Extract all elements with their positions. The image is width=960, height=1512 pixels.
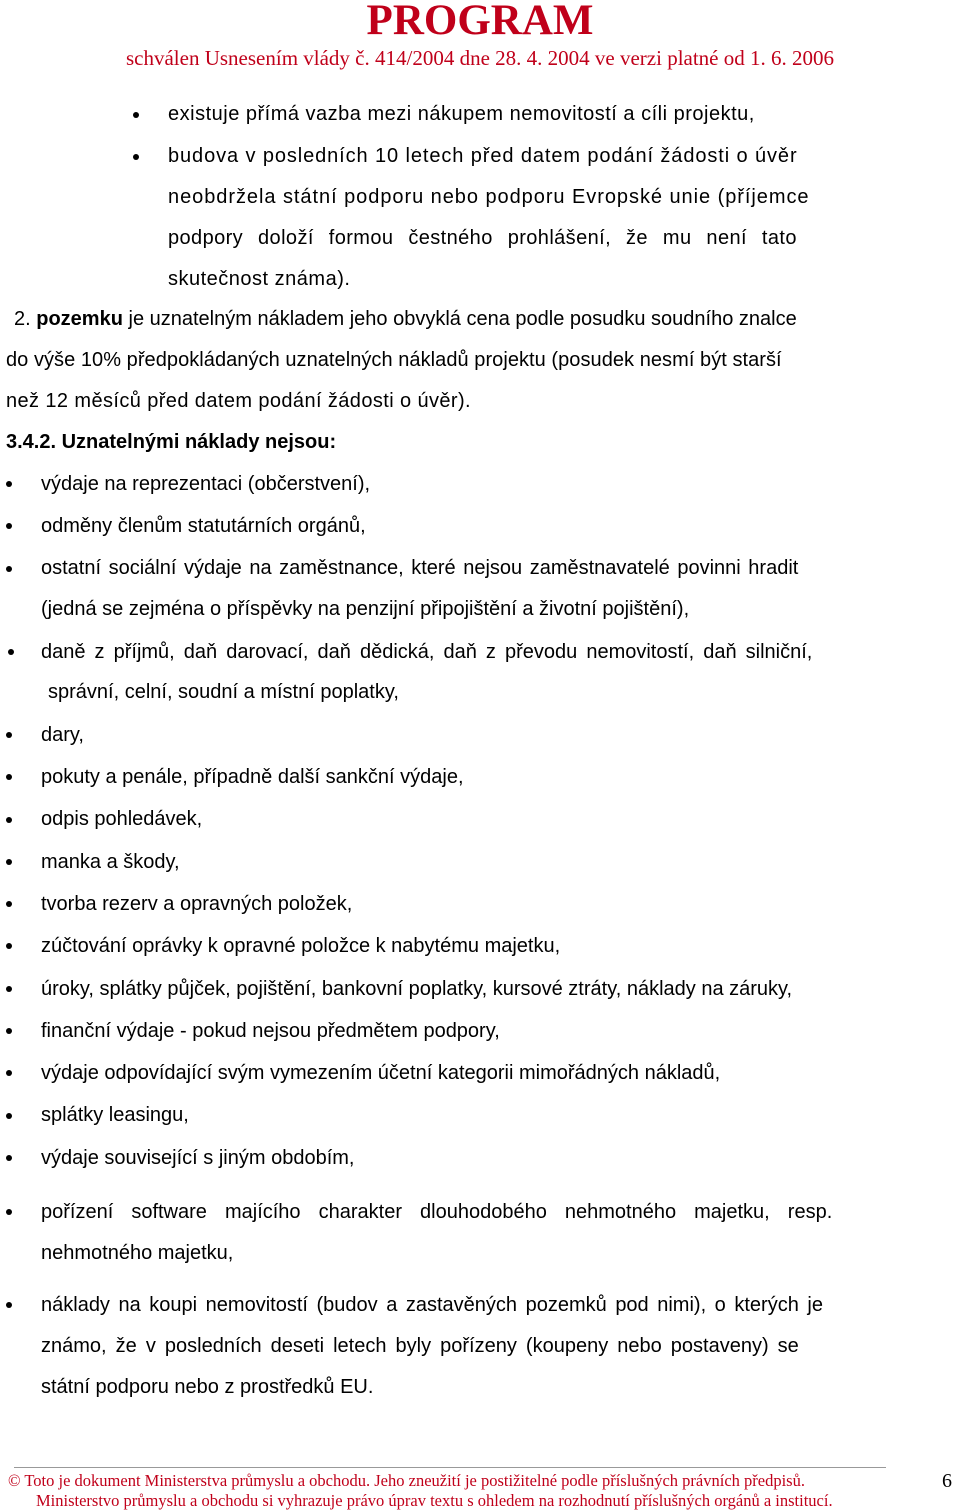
document-subtitle: schválen Usnesením vlády č. 414/2004 dne 28. 4. 2004 ve verzi platné od 1. 6. 2006 bbox=[125, 46, 835, 70]
paragraph-2-line-3: než 12 měsíců před datem podání žádosti o úvěr). bbox=[6, 390, 472, 412]
bullet-icon bbox=[6, 523, 12, 529]
list-item-continued: známo, že v posledních deseti letech byly pořízeny (koupeny nebo postaveny) se bbox=[41, 1335, 799, 1357]
list-item: ostatní sociální výdaje na zaměstnance, které nejsou zaměstnavatelé povinni hradit bbox=[41, 557, 799, 579]
list-item: výdaje odpovídající svým vymezením účetní kategorii mimořádných nákladů, bbox=[41, 1062, 721, 1084]
intro-bullet-1: existuje přímá vazba mezi nákupem nemovitostí a cíli projektu, bbox=[168, 103, 755, 125]
intro-bullet-2-line-1: budova v posledních 10 letech před datem podání žádosti o úvěr bbox=[168, 145, 798, 167]
section-heading: 3.4.2. Uznatelnými náklady nejsou: bbox=[6, 431, 337, 453]
paragraph-number: 2. bbox=[14, 308, 31, 330]
list-item: splátky leasingu, bbox=[41, 1104, 189, 1126]
bullet-icon bbox=[6, 1113, 12, 1119]
list-item-continued: nehmotného majetku, bbox=[41, 1242, 234, 1264]
intro-bullet-2-line-4: skutečnost známa). bbox=[168, 268, 351, 290]
paragraph-2-line-1 bbox=[14, 306, 797, 332]
paragraph-text: je uznatelným nákladem jeho obvyklá cena podle posudku soudního znalce bbox=[128, 308, 797, 330]
bullet-icon bbox=[6, 774, 12, 780]
bullet-icon bbox=[133, 154, 139, 160]
bullet-icon bbox=[6, 1302, 12, 1308]
list-item: zúčtování oprávky k opravné položce k nabytému majetku, bbox=[41, 935, 561, 957]
list-item-continued: správní, celní, soudní a místní poplatky, bbox=[48, 681, 399, 703]
bullet-icon bbox=[6, 1070, 12, 1076]
list-item-continued: státní podporu nebo z prostředků EU. bbox=[41, 1376, 374, 1398]
list-item: náklady na koupi nemovitostí (budov a zastavěných pozemků pod nimi), o kterých je bbox=[41, 1294, 823, 1316]
footer-copyright: © Toto je dokument Ministerstva průmyslu a obchodu. Jeho zneužití je postižitelné podle příslušných právních předpisů. bbox=[8, 1471, 805, 1490]
list-item: úroky, splátky půjček, pojištění, bankovní poplatky, kursové ztráty, náklady na záruky, bbox=[41, 978, 793, 1000]
list-item: finanční výdaje - pokud nejsou předmětem podpory, bbox=[41, 1020, 500, 1042]
bullet-icon bbox=[6, 1028, 12, 1034]
bullet-icon bbox=[6, 732, 12, 738]
intro-bullet-2-line-2: neobdržela státní podporu nebo podporu Evropské unie (příjemce bbox=[168, 186, 810, 208]
bullet-icon bbox=[6, 566, 12, 572]
list-item: dary, bbox=[41, 724, 84, 746]
document-title: PROGRAM bbox=[366, 0, 594, 44]
list-item: tvorba rezerv a opravných položek, bbox=[41, 893, 353, 915]
list-item-continued: (jedná se zejména o příspěvky na penzijní připojištění a životní pojištění), bbox=[41, 598, 690, 620]
footer-disclaimer: Ministerstvo průmyslu a obchodu si vyhrazuje právo úprav textu s ohledem na rozhodnutí příslušných orgánů a institucí. bbox=[36, 1491, 833, 1510]
list-item: daně z příjmů, daň darovací, daň dědická, daň z převodu nemovitostí, daň silniční, bbox=[41, 641, 813, 663]
intro-bullet-2-line-3: podpory doloží formou čestného prohlášení, že mu není tato bbox=[168, 227, 797, 249]
bullet-icon bbox=[133, 112, 139, 118]
bullet-icon bbox=[6, 817, 12, 823]
bullet-icon bbox=[6, 943, 12, 949]
bullet-icon bbox=[6, 859, 12, 865]
bullet-icon bbox=[6, 481, 12, 487]
paragraph-bold-term: pozemku bbox=[36, 308, 123, 330]
footer-divider bbox=[14, 1467, 886, 1468]
paragraph-2-line-2: do výše 10% předpokládaných uznatelných nákladů projektu (posudek nesmí být starší bbox=[6, 349, 782, 371]
page-number: 6 bbox=[942, 1470, 952, 1492]
list-item: manka a škody, bbox=[41, 851, 180, 873]
list-item: výdaje související s jiným obdobím, bbox=[41, 1147, 355, 1169]
bullet-icon bbox=[6, 1155, 12, 1161]
list-item: výdaje na reprezentaci (občerstvení), bbox=[41, 473, 371, 495]
bullet-icon bbox=[6, 1209, 12, 1215]
list-item: odměny členům statutárních orgánů, bbox=[41, 515, 366, 537]
list-item: pořízení software majícího charakter dlouhodobého nehmotného majetku, resp. bbox=[41, 1201, 833, 1223]
list-item: odpis pohledávek, bbox=[41, 808, 203, 830]
list-item: pokuty a penále, případně další sankční výdaje, bbox=[41, 766, 464, 788]
bullet-icon bbox=[8, 649, 14, 655]
bullet-icon bbox=[6, 901, 12, 907]
bullet-icon bbox=[6, 986, 12, 992]
